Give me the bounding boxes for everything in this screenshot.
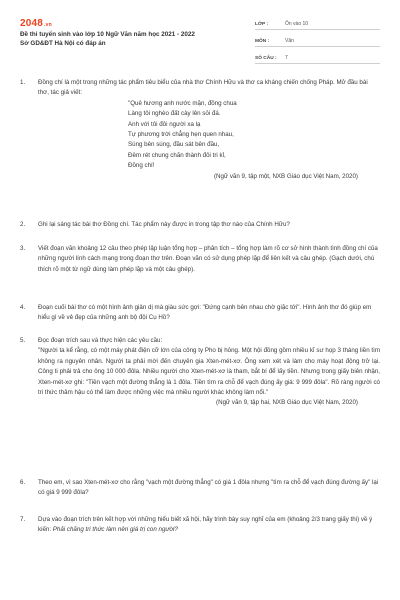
poem-line: "Quê hương anh nước mặn, đồng chua — [128, 99, 237, 107]
question-number: 5. — [20, 337, 26, 344]
poem-line: Làng tôi nghèo đất cày lên sỏi đá. — [128, 110, 221, 118]
question-number: 6. — [20, 479, 26, 486]
meta-row-class — [255, 14, 380, 30]
exam-meta-box — [255, 14, 380, 65]
question-body — [38, 336, 380, 409]
poem-line: Đồng chí! — [128, 162, 155, 170]
meta-row-subject — [255, 31, 380, 47]
site-logo[interactable] — [20, 18, 52, 29]
question-number: 4. — [20, 304, 26, 311]
logo-tld: .vn — [44, 22, 52, 28]
question-number: 3. — [20, 245, 26, 252]
question-text: Theo em, vì sao Xten-mét-xơ cho rằng "vạch một đường thẳng" có giá 1 đôla nhưng "tìm ra chỗ để vạch đúng đường ấy" lại có giá 9 999 đôla? — [38, 479, 379, 497]
question-text: Đọc đoạn trích sau và thực hiện các yêu cầu: — [38, 337, 163, 344]
meta-key: LỚP : — [255, 22, 269, 27]
meta-value: Ôn vào 10 — [285, 21, 309, 27]
page-header — [0, 0, 400, 62]
poem-line: Đêm rét chung chăn thành đôi tri kỉ, — [128, 151, 226, 159]
meta-key: MÔN : — [255, 39, 270, 44]
meta-value: 7 — [285, 55, 288, 61]
question-body — [38, 78, 380, 182]
source-citation: (Ngữ văn 9, tập hai, NXB Giáo dục Việt Nam, 2020) — [216, 399, 358, 407]
question-text: Viết đoạn văn khoảng 12 câu theo phép lập luận tổng hợp – phân tích – tổng hợp làm rõ cơ sở hình thành tình đồng chí của những người lính cách mạng trong đoạn thơ trên. Đoạn văn có sử dụng phép lặp để liên kết và câu ghép. (Gạch dưới, chú thích rõ một từ ngữ dùng làm phép lặp và một câu ghép). — [38, 245, 378, 273]
question-text: Ghi lại sáng tác bài thơ Đồng chí. Tác phẩm này được in trong tập thơ nào của Chính Hữu? — [38, 221, 290, 228]
question-number: 2. — [20, 221, 26, 228]
source-citation: (Ngữ văn 9, tập một, NXB Giáo dục Việt Nam, 2020) — [213, 172, 358, 180]
logo-main: 2048 — [20, 18, 44, 29]
question-number: 1. — [20, 79, 26, 86]
exam-title-line1: Đề thi tuyển sinh vào lớp 10 Ngữ Văn năm học 2021 - 2022 — [20, 31, 195, 38]
exam-title-line2: Sở GD&ĐT Hà Nội có đáp án — [20, 40, 106, 47]
meta-key: SỐ CÂU : — [255, 56, 277, 61]
question-text: Đoạn cuối bài thơ có một hình ảnh giản dị mà giàu sức gợi: "Đứng cạnh bên nhau chờ giặc tới". Hình ảnh thơ đó giúp em hiểu gì về vẻ đẹp của những anh bộ đội Cụ Hồ? — [38, 304, 372, 322]
meta-value: Văn — [285, 38, 294, 44]
poem-excerpt — [38, 99, 380, 172]
question-number: 7. — [20, 516, 26, 523]
poem-line: Tự phương trời chẳng hẹn quen nhau, — [128, 130, 234, 138]
meta-row-count — [255, 48, 380, 64]
question-text: Dựa vào đoạn trích trên kết hợp với những hiểu biết xã hội, hãy trình bày suy nghĩ của em (khoảng 2/3 trang giấy thi) về ý kiến: — [38, 516, 373, 534]
question-body — [38, 515, 380, 536]
quoted-passage: "Người ta kể rằng, có một máy phát điện cỡ lớn của công ty Pho bị hỏng. Một hội đồng gồm nhiều kĩ sư họp 3 tháng liền tìm không ra nguyên nhân. Người ta phải mời đến chuyên gia Xten-mét-xơ. Ông xem xét và làm cho máy hoạt động trở lại. Công ti phải trả cho ông 10 000 đôla. Nhiều người cho Xten-mét-xơ là tham, bắt bí để lấy tiền. Nhưng trong giấy biên nhận, Xten-mét-xơ ghi: "Tiền vạch một đường thẳng là 1 đôla. Tiền tìm ra chỗ để vạch đúng ấy giá: 9 999 đôla". Rõ ràng người có tri thức thâm hậu có thể làm được những việc mà nhiều người khác không làm nổi." — [38, 347, 380, 397]
exam-title — [20, 30, 245, 48]
question-text: Đồng chí là một trong những tác phẩm tiêu biểu của nhà thơ Chính Hữu và thơ ca kháng chiến chống Pháp. Mở đầu bài thơ, tác giả viết: — [38, 79, 368, 97]
question-quote-italic: Phải chăng tri thức làm nên giá trị con người? — [52, 526, 178, 534]
poem-line: Anh với tôi đôi người xa lạ — [128, 120, 201, 128]
poem-line: Súng bên súng, đầu sát bên đầu, — [128, 141, 220, 149]
